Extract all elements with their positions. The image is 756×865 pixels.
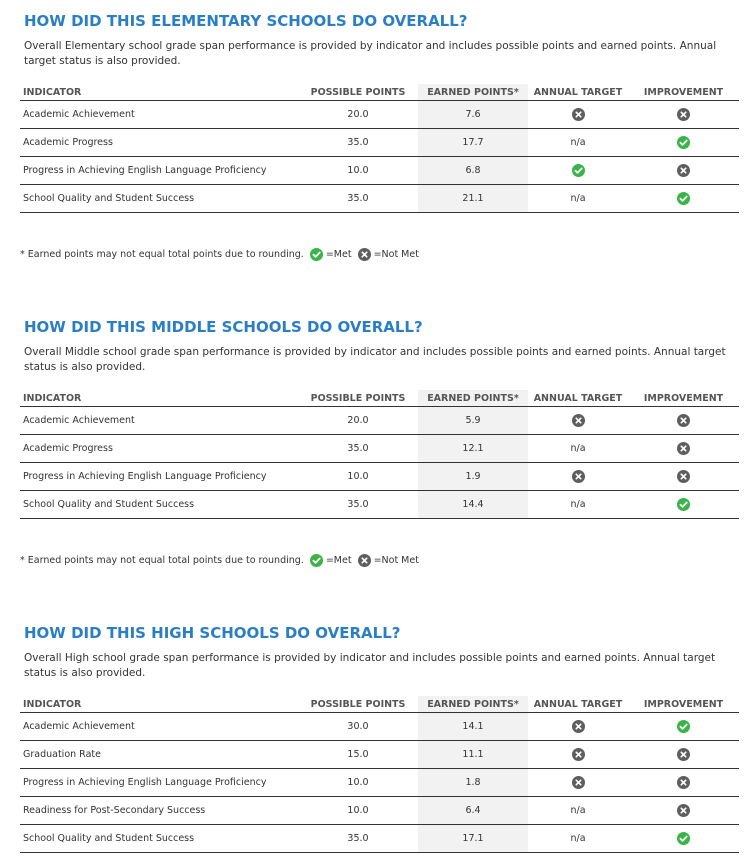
possible-points-cell: 35.0	[298, 491, 418, 519]
improvement-cell	[628, 769, 739, 797]
indicator-cell: Academic Progress	[20, 129, 298, 157]
improvement-cell	[628, 407, 739, 435]
annual-target-cell	[528, 741, 628, 769]
section-description: Overall High school grade span performance is provided by indicator and includes possible points and earned points. Annual target status is also provided.	[24, 652, 716, 679]
annual-target-cell	[528, 463, 628, 491]
x-circle-icon	[677, 442, 690, 455]
check-circle-icon	[677, 136, 690, 149]
table-row	[20, 741, 739, 769]
check-circle-icon	[677, 498, 690, 511]
table-row	[20, 129, 739, 157]
indicator-cell: Academic Achievement	[20, 713, 298, 741]
header-annual-target: ANNUAL TARGET	[528, 390, 628, 407]
header-earned-points: EARNED POINTS*	[418, 390, 528, 407]
table-row	[20, 797, 739, 825]
performance-table	[20, 696, 739, 853]
indicator-cell: School Quality and Student Success	[20, 825, 298, 853]
header-improvement: IMPROVEMENT	[628, 696, 739, 713]
indicator-cell: Academic Achievement	[20, 101, 298, 129]
footnote	[20, 554, 419, 567]
indicator-cell: Progress in Achieving English Language Proficiency	[20, 769, 298, 797]
improvement-cell	[628, 463, 739, 491]
possible-points-cell: 20.0	[298, 407, 418, 435]
possible-points-cell: 15.0	[298, 741, 418, 769]
improvement-cell	[628, 129, 739, 157]
table-row	[20, 407, 739, 435]
x-circle-icon	[572, 470, 585, 483]
indicator-cell: School Quality and Student Success	[20, 491, 298, 519]
header-indicator: INDICATOR	[20, 696, 298, 713]
x-circle-icon	[677, 776, 690, 789]
improvement-cell	[628, 713, 739, 741]
annual-target-cell	[528, 769, 628, 797]
x-circle-icon	[572, 720, 585, 733]
possible-points-cell: 35.0	[298, 825, 418, 853]
earned-points-cell: 5.9	[418, 407, 528, 435]
earned-points-cell: 1.8	[418, 769, 528, 797]
annual-target-cell: n/a	[528, 491, 628, 519]
performance-table	[20, 390, 739, 519]
header-improvement: IMPROVEMENT	[628, 84, 739, 101]
footnote-text: * Earned points may not equal total points due to rounding.	[20, 555, 304, 566]
x-circle-icon	[572, 108, 585, 121]
x-circle-icon	[677, 164, 690, 177]
possible-points-cell: 30.0	[298, 713, 418, 741]
indicator-cell: Readiness for Post-Secondary Success	[20, 797, 298, 825]
earned-points-cell: 1.9	[418, 463, 528, 491]
check-circle-icon	[677, 832, 690, 845]
check-circle-icon	[677, 720, 690, 733]
header-earned-points: EARNED POINTS*	[418, 84, 528, 101]
check-circle-icon	[310, 248, 323, 261]
improvement-cell	[628, 491, 739, 519]
improvement-cell	[628, 797, 739, 825]
possible-points-cell: 10.0	[298, 797, 418, 825]
table-row	[20, 491, 739, 519]
check-circle-icon	[677, 192, 690, 205]
possible-points-cell: 35.0	[298, 185, 418, 213]
header-annual-target: ANNUAL TARGET	[528, 84, 628, 101]
indicator-cell: Graduation Rate	[20, 741, 298, 769]
possible-points-cell: 10.0	[298, 769, 418, 797]
x-circle-icon	[572, 414, 585, 427]
section-title: HOW DID THIS ELEMENTARY SCHOOLS DO OVERALL?	[24, 12, 468, 30]
annual-target-cell	[528, 713, 628, 741]
section-title: HOW DID THIS MIDDLE SCHOOLS DO OVERALL?	[24, 318, 423, 336]
annual-target-cell: n/a	[528, 185, 628, 213]
earned-points-cell: 6.4	[418, 797, 528, 825]
improvement-cell	[628, 101, 739, 129]
x-circle-icon	[677, 470, 690, 483]
table-row	[20, 463, 739, 491]
indicator-cell: Progress in Achieving English Language Proficiency	[20, 157, 298, 185]
earned-points-cell: 6.8	[418, 157, 528, 185]
earned-points-cell: 7.6	[418, 101, 528, 129]
earned-points-cell: 12.1	[418, 435, 528, 463]
x-circle-icon	[572, 776, 585, 789]
x-circle-icon	[677, 414, 690, 427]
improvement-cell	[628, 825, 739, 853]
table-header-row	[20, 696, 739, 713]
annual-target-cell	[528, 157, 628, 185]
annual-target-cell	[528, 101, 628, 129]
annual-target-cell: n/a	[528, 825, 628, 853]
legend-met-label: =Met	[325, 249, 352, 260]
check-circle-icon	[572, 164, 585, 177]
possible-points-cell: 10.0	[298, 157, 418, 185]
header-improvement: IMPROVEMENT	[628, 390, 739, 407]
header-indicator: INDICATOR	[20, 390, 298, 407]
table-row	[20, 435, 739, 463]
section-description: Overall Middle school grade span performance is provided by indicator and includes possible points and earned points. Annual target status is also provided.	[24, 346, 726, 373]
header-annual-target: ANNUAL TARGET	[528, 696, 628, 713]
possible-points-cell: 35.0	[298, 129, 418, 157]
improvement-cell	[628, 741, 739, 769]
header-possible-points: POSSIBLE POINTS	[298, 696, 418, 713]
x-circle-icon	[677, 748, 690, 761]
x-circle-icon	[358, 248, 371, 261]
table-header-row	[20, 390, 739, 407]
improvement-cell	[628, 185, 739, 213]
annual-target-cell: n/a	[528, 435, 628, 463]
annual-target-cell: n/a	[528, 797, 628, 825]
indicator-cell: School Quality and Student Success	[20, 185, 298, 213]
table-row	[20, 185, 739, 213]
possible-points-cell: 35.0	[298, 435, 418, 463]
header-earned-points: EARNED POINTS*	[418, 696, 528, 713]
improvement-cell	[628, 435, 739, 463]
header-possible-points: POSSIBLE POINTS	[298, 390, 418, 407]
x-circle-icon	[677, 804, 690, 817]
legend-not-met-label: =Not Met	[373, 555, 419, 566]
check-circle-icon	[310, 554, 323, 567]
indicator-cell: Academic Achievement	[20, 407, 298, 435]
legend-not-met-label: =Not Met	[373, 249, 419, 260]
section-description: Overall Elementary school grade span performance is provided by indicator and includes possible points and earned points. Annual target status is also provided.	[24, 40, 717, 67]
annual-target-cell	[528, 407, 628, 435]
x-circle-icon	[572, 748, 585, 761]
header-possible-points: POSSIBLE POINTS	[298, 84, 418, 101]
footnote-text: * Earned points may not equal total points due to rounding.	[20, 249, 304, 260]
earned-points-cell: 17.7	[418, 129, 528, 157]
indicator-cell: Progress in Achieving English Language Proficiency	[20, 463, 298, 491]
earned-points-cell: 11.1	[418, 741, 528, 769]
table-header-row	[20, 84, 739, 101]
x-circle-icon	[358, 554, 371, 567]
earned-points-cell: 17.1	[418, 825, 528, 853]
table-row	[20, 101, 739, 129]
annual-target-cell: n/a	[528, 129, 628, 157]
table-row	[20, 713, 739, 741]
earned-points-cell: 14.4	[418, 491, 528, 519]
earned-points-cell: 21.1	[418, 185, 528, 213]
indicator-cell: Academic Progress	[20, 435, 298, 463]
x-circle-icon	[677, 108, 690, 121]
footnote	[20, 248, 419, 261]
legend-met-label: =Met	[325, 555, 352, 566]
header-indicator: INDICATOR	[20, 84, 298, 101]
section-title: HOW DID THIS HIGH SCHOOLS DO OVERALL?	[24, 624, 401, 642]
table-row	[20, 825, 739, 853]
table-row	[20, 769, 739, 797]
possible-points-cell: 20.0	[298, 101, 418, 129]
possible-points-cell: 10.0	[298, 463, 418, 491]
earned-points-cell: 14.1	[418, 713, 528, 741]
performance-table	[20, 84, 739, 213]
improvement-cell	[628, 157, 739, 185]
table-row	[20, 157, 739, 185]
